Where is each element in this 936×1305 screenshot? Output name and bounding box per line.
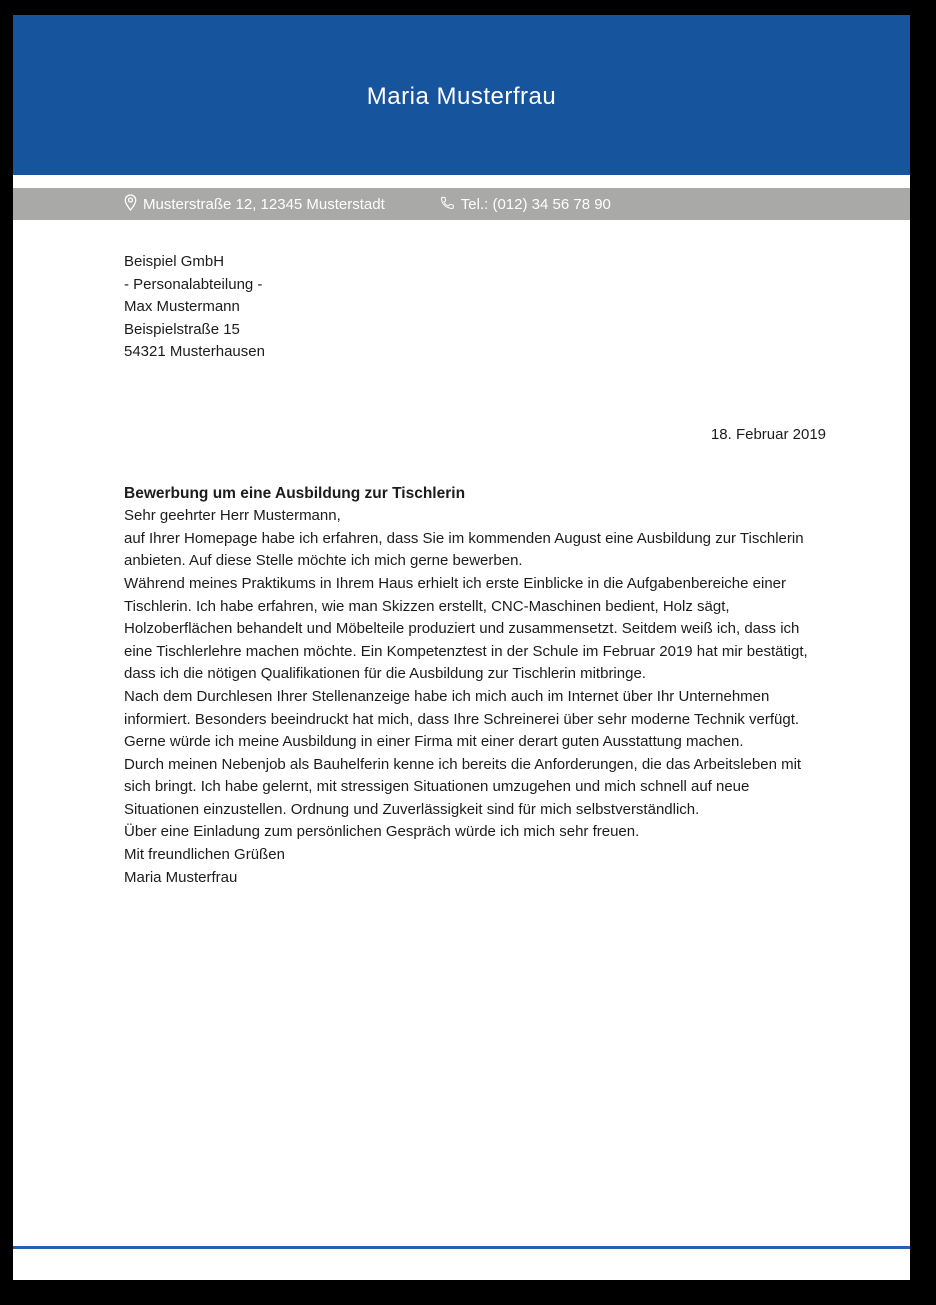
contact-address-text: Musterstraße 12, 12345 Musterstadt bbox=[143, 195, 385, 213]
recipient-line: Max Mustermann bbox=[124, 298, 240, 316]
recipient-line: Beispiel GmbH bbox=[124, 253, 225, 270]
location-pin-icon bbox=[124, 194, 137, 215]
recipient-line: Beispielstraße 15 bbox=[124, 320, 240, 338]
paragraph: auf Ihrer Homepage habe ich erfahren, dass Sie im kommenden August eine Ausbildung zur Tischlerin anbieten. Auf diese Stelle möchte ich mich gerne bewerben. bbox=[124, 529, 804, 570]
subject-line: Bewerbung um eine Ausbildung zur Tischlerin bbox=[124, 484, 466, 502]
footer-divider bbox=[13, 1246, 910, 1249]
recipient-line: - Personalabteilung - bbox=[124, 275, 263, 293]
recipient-line: 54321 Musterhausen bbox=[124, 343, 265, 361]
recipient-address bbox=[124, 251, 826, 364]
contact-bar bbox=[13, 188, 910, 220]
letter-document bbox=[13, 15, 910, 1280]
letter-body bbox=[13, 251, 910, 889]
letter-header bbox=[13, 15, 910, 175]
salutation: Sehr geehrter Herr Mustermann, bbox=[124, 507, 341, 525]
paragraph: Nach dem Durchlesen Ihrer Stellenanzeige habe ich mich auch im Internet über Ihr Unternehmen informiert. Besonders beeindruckt hat mich, dass Ihre Schreinerei über sehr moderne Technik verfügt. Gerne würde ich meine Ausbildung in einer Firma mit einer derart guten Ausstattung machen. bbox=[124, 687, 800, 751]
phone-icon bbox=[440, 195, 455, 214]
paragraph: Über eine Einladung zum persönlichen Gespräch würde ich mich sehr freuen. bbox=[124, 823, 640, 841]
closing-phrase: Mit freundlichen Grüßen bbox=[124, 846, 285, 864]
signature-name: Maria Musterfrau bbox=[124, 868, 238, 886]
paragraph: Während meines Praktikums in Ihrem Haus erhielt ich erste Einblicke in die Aufgabenbereiche einer Tischlerin. Ich habe erfahren, wie man Skizzen erstellt, CNC-Maschinen bedient, Holz sägt, Holzoberflächen behandelt und Möbelteile produziert und zusammensetzt. Seitdem weiß ich, dass ich eine Tischlerlehre machen möchte. Ein Kompetenztest in der Schule im Februar 2019 hat mir bestätigt, dass ich die nötigen Qualifikationen für die Ausbildung zur Tischlerin mitbringe. bbox=[124, 574, 808, 683]
contact-phone bbox=[440, 195, 611, 214]
sender-name: Maria Musterfrau bbox=[366, 83, 557, 110]
paragraph: Durch meinen Nebenjob als Bauhelferin kenne ich bereits die Anforderungen, die das Arbeitsleben mit sich bringt. Ich habe gelernt, mit stressigen Situationen umzugehen und mich schnell auf neue Situationen einzustellen. Ordnung und Zuverlässigkeit sind für mich selbstverständlich. bbox=[124, 755, 802, 818]
letter-date: 18. Februar 2019 bbox=[710, 425, 826, 443]
contact-phone-text: Tel.: (012) 34 56 78 90 bbox=[460, 195, 611, 213]
contact-address bbox=[124, 194, 385, 215]
